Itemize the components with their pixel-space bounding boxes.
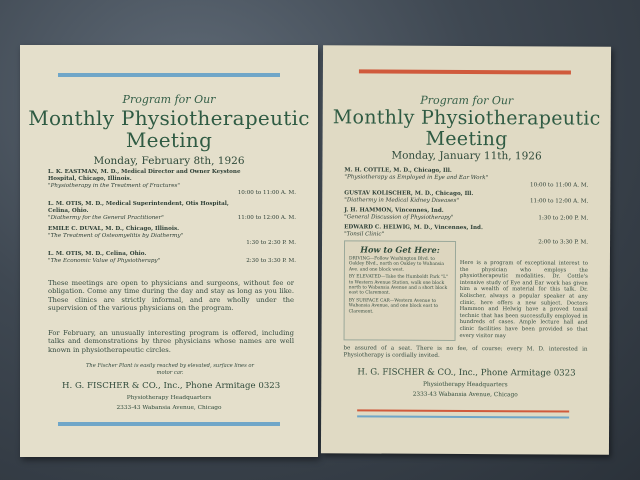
entry-topic: "Physiotherapy in the Treatment of Fractures" [48,183,180,189]
entry-topic: "The Economic Value of Physiotherapy" [48,258,161,264]
entry-time: 10:00 to 11:00 A. M. [237,190,296,196]
entry-time: 2:00 to 3:30 P. M. [538,239,589,246]
entry-topic: "Tonsil Clinic" [344,231,385,238]
right-company-line: H. G. FISCHER & CO., Inc., Phone Armitage 0323 [357,367,576,379]
entry-name: M. H. COTTLE, M. D., Chicago, Ill. [344,167,452,174]
entry-time: 1:30 to 2:30 P. M. [246,240,296,246]
entry-name: J. H. HAMMON, Vincennes, Ind. [344,207,444,214]
entry-topic: "Diathermy in Medical Kidney Diseases" [344,197,459,204]
bottom-rule-blue-2 [357,415,569,418]
left-entry-3 [48,226,296,247]
right-heading-line1: Monthly Physiotherapeutic [332,106,601,130]
right-entry-1 [344,167,588,189]
entry-time: 10:00 to 11:00 A. M. [530,182,589,189]
entry-affiliation: Hospital, Chicago, Illinois. [48,176,132,182]
entry-time: 11:00 to 12:00 A. M. [237,215,296,221]
right-bottom-paragraph: be assured of a seat. There is no fee, of course; every M. D. interested in Physiotherapy is cordially invited. [343,345,588,359]
left-note: The Fischer Plant is easily reached by elevated, surface lines or motor car. [85,363,255,376]
bottom-rule-red-1 [357,409,569,412]
entry-affiliation: Celina, Ohio. [48,208,89,214]
entry-name: L. M. OTIS, M. D., Medical Superintendent, Otis Hospital, [48,201,229,207]
entry-time: 2:30 to 3:30 P. M. [246,258,296,264]
right-heading-line2: Meeting [425,127,508,151]
right-headquarters: Physiotherapy Headquarters [422,381,508,389]
left-company-line: H. G. FISCHER & CO., Inc., Phone Armitage 0323 [62,381,281,391]
entry-name: GUSTAV KOLISCHER, M. D., Chicago, Ill. [344,190,474,198]
left-heading-small: Program for Our [122,93,216,106]
directions-box [344,240,457,341]
entry-name: L. M. OTIS, M. D., Celina, Ohio. [48,251,147,257]
left-heading-line1: Monthly Physiotherapeutic [28,106,310,130]
entry-time: 11:00 to 12:00 A. M. [529,198,589,205]
left-program-card [20,45,318,457]
left-paragraph-1: These meetings are open to physicians and surgeons, without fee or obligation. Come any time during the day and stay as long as you like. These clinics are strictly informal, and are wholly under the supervision of the various physicians on the program. [48,279,294,313]
entry-topic: "The Treatment of Osteomyelitis by Diathermy" [48,233,184,239]
left-entry-2 [48,201,296,222]
entry-name: L. K. EASTMAN, M. D., Medical Director and Owner Keystone [48,169,241,175]
right-program-card [321,45,611,455]
entry-topic: "Physiotherapy as Employed in Eye and Ear Work" [344,174,489,182]
left-heading-line2: Meeting [125,128,213,152]
left-entry-1 [48,169,296,197]
left-date: Monday, February 8th, 1926 [93,155,245,167]
entry-name: EMILE C. DUVAL, M. D., Chicago, Illinois. [48,226,180,232]
right-address: 2333-43 Wabansia Avenue, Chicago [412,391,518,399]
entry-name: EDWARD C. HELWIG, M. D., Vincennes, Ind. [344,224,483,232]
directions-elevated: BY ELEVATED—Take the Humboldt Park "L" to Western Avenue Station, walk one block north to Wabansia Avenue and a short block east to Claremont. [348,274,449,297]
directions-driving: DRIVING—Follow Washington Blvd. to Oakley Blvd., north on Oakley to Wabansia Ave. and one block west. [348,256,445,273]
bottom-rule-blue [58,422,280,426]
left-address: 2333-43 Wabansia Avenue, Chicago [116,405,222,411]
entry-topic: "General Discussion of Physiotherapy" [344,214,454,221]
right-heading-small: Program for Our [420,93,514,108]
entry-time: 1:30 to 2:00 P. M. [538,215,589,222]
left-paragraph-2: For February, an unusually interesting program is offered, including talks and demonstrations by three physicians whose names are well known in physiotherapeutic circles. [48,329,294,354]
right-side-paragraph: Here is a program of exceptional interest to the physician who employs the physiotherapeutic modalities. Dr. Cottle's intensive study of Eye and Ear work has given him a wealth of material for this talk. Dr. Kolischer, always a popular speaker at any clinic, here offers a new subject. Doctors Hammon and Helwig have a proved tonsil technic that has been successfully employed in hundreds of cases. Ample lecture hall and clinic facilities have been provided so that every visitor may [459,259,588,339]
left-headquarters: Physiotherapy Headquarters [126,395,212,401]
right-date: Monday, January 11th, 1926 [391,149,542,163]
top-rule-red [359,69,571,74]
top-rule-blue [58,73,280,77]
right-entry-3 [344,207,588,222]
entry-topic: "Diathermy for the General Practitioner" [48,215,164,221]
right-entry-2 [344,190,588,205]
directions-surface-car: BY SURFACE CAR—Western Avenue to Wabansia Avenue, and one block east to Claremont. [348,298,439,315]
directions-title: How to Get Here: [360,244,440,255]
left-entry-4 [48,251,296,265]
